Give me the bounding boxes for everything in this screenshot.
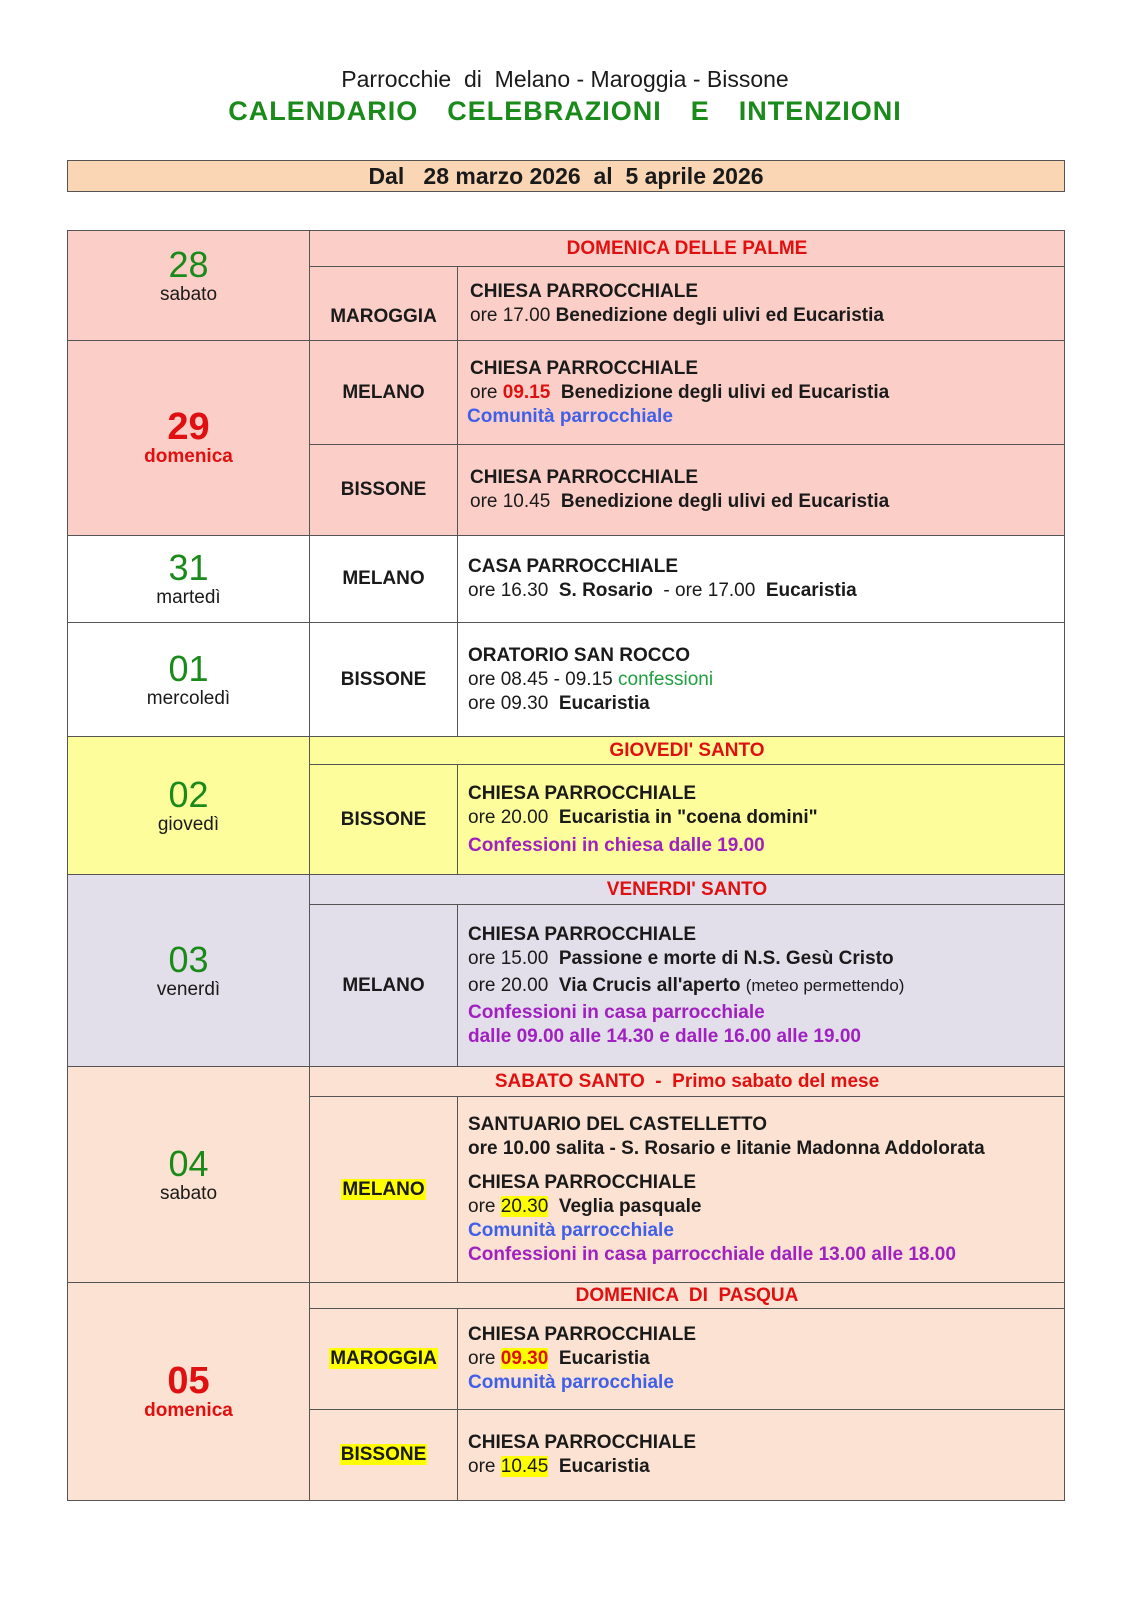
- celebration-detail: CHIESA PARROCCHIALE ore 17.00 Benedizione degli ulivi ed Eucaristia: [458, 267, 1065, 341]
- date-range-sep: al: [593, 163, 613, 189]
- date-range-banner: [67, 160, 1065, 192]
- place-name: MELANO: [310, 905, 458, 1067]
- place-name: BISSONE: [310, 1410, 458, 1501]
- day-name: martedì: [156, 587, 221, 608]
- day-number: 02: [168, 773, 209, 815]
- feast-title: DOMENICA DELLE PALME: [310, 231, 1065, 267]
- place-name: MELANO: [310, 1097, 458, 1283]
- date-range-to: 5 aprile 2026: [625, 163, 764, 189]
- day-number: 29: [167, 406, 210, 448]
- day-cell: [68, 1067, 310, 1283]
- day-name: sabato: [159, 283, 218, 305]
- day-number: 01: [168, 647, 209, 689]
- day-row-29: [68, 341, 1065, 445]
- celebration-detail: CHIESA PARROCCHIALE ore 20.00 Eucaristia in "coena domini" Confessioni in chiesa dalle 19.00: [458, 765, 1065, 875]
- date-range-from: 28 marzo 2026: [423, 163, 581, 189]
- day-name: domenica: [144, 1399, 233, 1421]
- day-name: venerdì: [156, 978, 221, 1000]
- day-row-03: [68, 875, 1065, 905]
- celebration-detail: CHIESA PARROCCHIALE ore 09.30 Eucaristia Comunità parrocchiale: [458, 1309, 1065, 1410]
- day-cell: [68, 341, 310, 536]
- day-row-28: [68, 231, 1065, 267]
- celebration-detail: CHIESA PARROCCHIALE ore 10.45 Benedizione degli ulivi ed Eucaristia: [458, 445, 1065, 536]
- place-name: BISSONE: [310, 623, 458, 737]
- day-cell: [68, 1283, 310, 1501]
- celebration-detail: CHIESA PARROCCHIALE ore 10.45 Eucaristia: [458, 1410, 1065, 1501]
- day-number: 05: [167, 1359, 210, 1402]
- day-row-02: [68, 737, 1065, 765]
- day-row-31: [68, 536, 1065, 623]
- celebration-detail: ORATORIO SAN ROCCO ore 08.45 - 09.15 confessioni ore 09.30 Eucaristia: [458, 623, 1065, 737]
- day-name: mercoledì: [146, 687, 231, 709]
- day-name: domenica: [144, 446, 233, 467]
- feast-title: DOMENICA DI PASQUA: [310, 1283, 1065, 1309]
- place-name: MAROGGIA: [310, 267, 458, 341]
- day-row-05: [68, 1283, 1065, 1309]
- celebration-detail: CHIESA PARROCCHIALE ore 09.15 Benedizione degli ulivi ed Eucaristia Comunità parrocchiale: [458, 341, 1065, 445]
- day-cell: [68, 536, 310, 623]
- day-number: 28: [168, 243, 209, 285]
- date-range-label: Dal: [368, 163, 405, 189]
- place-name: BISSONE: [310, 445, 458, 536]
- parish-names: Parrocchie di Melano - Maroggia - Bissone: [341, 66, 789, 92]
- day-name: giovedì: [157, 813, 220, 835]
- page-title: CALENDARIO CELEBRAZIONI E INTENZIONI: [228, 96, 902, 126]
- place-name: MELANO: [310, 341, 458, 445]
- day-row-04: [68, 1067, 1065, 1097]
- day-number: 04: [168, 1142, 209, 1184]
- day-row-01: [68, 623, 1065, 737]
- day-cell: [68, 231, 310, 341]
- day-name: sabato: [159, 1182, 218, 1204]
- feast-title: VENERDI' SANTO: [310, 875, 1065, 905]
- feast-title: SABATO SANTO - Primo sabato del mese: [310, 1067, 1065, 1097]
- day-number: 03: [168, 938, 209, 980]
- feast-title: GIOVEDI' SANTO: [310, 737, 1065, 765]
- day-number: 31: [168, 547, 209, 588]
- celebration-detail: CASA PARROCCHIALE ore 16.30 S. Rosario - ore 17.00 Eucaristia: [458, 536, 1065, 623]
- place-name: MAROGGIA: [310, 1309, 458, 1410]
- day-cell: [68, 875, 310, 1067]
- celebration-detail: SANTUARIO DEL CASTELLETTO ore 10.00 salita - S. Rosario e litanie Madonna Addolorata CHIESA PARROCCHIALE ore 20.30 Veglia pasquale Comunità parrocchiale Confessioni in casa parrocchiale dalle 13.00 alle 18.00: [458, 1097, 1065, 1283]
- day-cell: [68, 737, 310, 875]
- celebrations-table: [67, 230, 1065, 1501]
- celebration-detail: CHIESA PARROCCHIALE ore 15.00 Passione e morte di N.S. Gesù Cristo ore 20.00 Via Crucis all'aperto (meteo permettendo) Confessioni in casa parrocchiale dalle 09.00 alle 14.30 e dalle 16.00 alle 19.00: [458, 905, 1065, 1067]
- place-name: BISSONE: [310, 765, 458, 875]
- place-name: MELANO: [310, 536, 458, 623]
- day-cell: [68, 623, 310, 737]
